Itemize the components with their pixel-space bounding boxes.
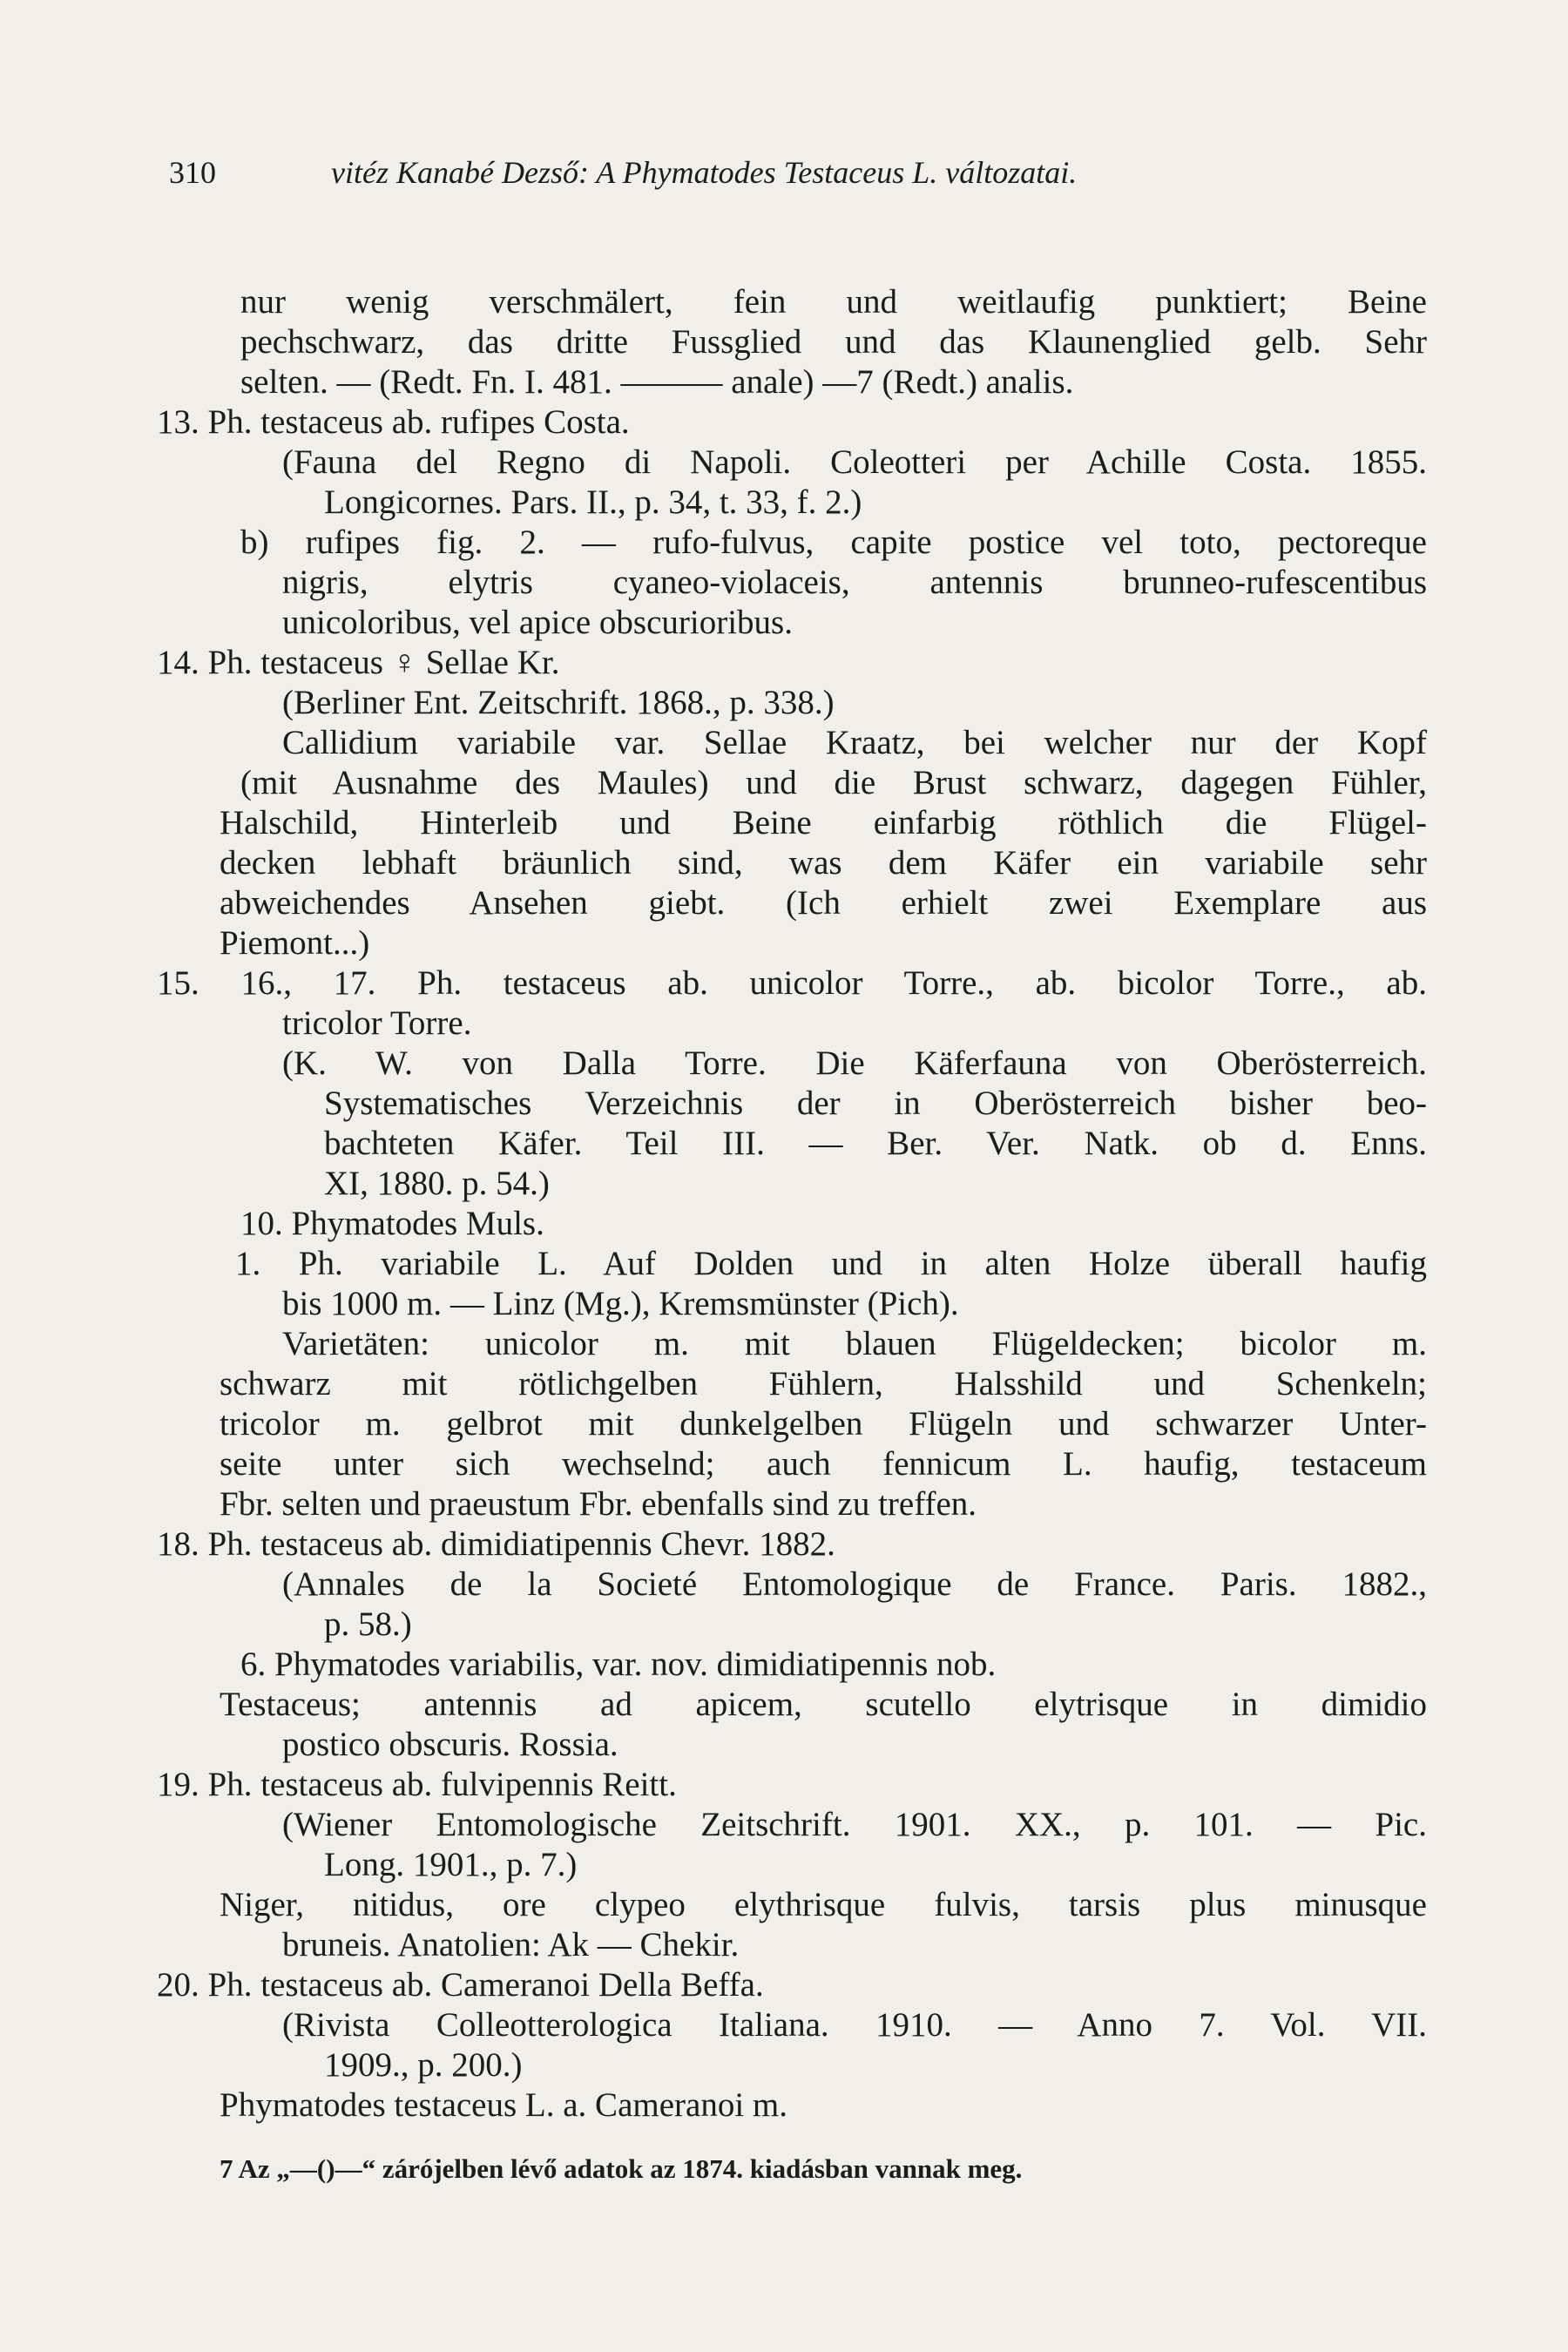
text-line: Halschild, Hinterleib und Beine einfarbig röthlich die Flügel- — [220, 804, 1427, 841]
text-line: XI, 1880. p. 54.) — [324, 1165, 550, 1202]
text-line: Fbr. selten und praeustum Fbr. ebenfalls sind zu treffen. — [220, 1485, 977, 1523]
text-line: (Fauna del Regno di Napoli. Coleotteri per Achille Costa. 1855. — [282, 443, 1427, 481]
text-line: 20. Ph. testaceus ab. Cameranoi Della Beffa. — [157, 1966, 764, 2004]
text-line: (Wiener Entomologische Zeitschrift. 1901. XX., p. 101. — Pic. — [282, 1806, 1427, 1843]
text-line: tricolor Torre. — [282, 1004, 472, 1042]
text-line: Piemont...) — [220, 924, 370, 962]
text-line: unicoloribus, vel apice obscurioribus. — [282, 604, 793, 641]
text-line: nur wenig verschmälert, fein und weitlaufig punktiert; Beine — [240, 283, 1427, 321]
text-line: nigris, elytris cyaneo-violaceis, antennis brunneo-rufescentibus — [282, 564, 1427, 601]
text-line: abweichendes Ansehen giebt. (Ich erhielt zwei Exemplare aus — [220, 884, 1427, 922]
text-line: (Rivista Colleotterologica Italiana. 1910. — Anno 7. Vol. VII. — [282, 2006, 1427, 2044]
text-line: 6. Phymatodes variabilis, var. nov. dimidiatipennis nob. — [240, 1646, 997, 1683]
footnote: 7 Az „—()—“ zárójelben lévő adatok az 1874. kiadásban vannak meg. — [220, 2153, 1023, 2184]
text-line: Testaceus; antennis ad apicem, scutello elytrisque in dimidio — [220, 1686, 1427, 1723]
text-line: pechschwarz, das dritte Fussglied und das Klaunenglied gelb. Sehr — [240, 323, 1427, 361]
text-line: bis 1000 m. — Linz (Mg.), Kremsmünster (Pich). — [282, 1285, 959, 1322]
text-line: 13. Ph. testaceus ab. rufipes Costa. — [157, 403, 630, 441]
text-line: decken lebhaft bräunlich sind, was dem Käfer ein variabile sehr — [220, 844, 1427, 882]
text-line: Longicornes. Pars. II., p. 34, t. 33, f. 2.) — [324, 483, 862, 521]
text-line: 18. Ph. testaceus ab. dimidiatipennis Chevr. 1882. — [157, 1525, 835, 1563]
text-line: Varietäten: unicolor m. mit blauen Flügeldecken; bicolor m. — [282, 1325, 1427, 1362]
text-line: Systematisches Verzeichnis der in Oberösterreich bisher beo- — [324, 1085, 1427, 1122]
text-line: schwarz mit rötlichgelben Fühlern, Halsshild und Schenkeln; — [220, 1365, 1427, 1402]
text-line: Long. 1901., p. 7.) — [324, 1846, 578, 1883]
text-line: 15. 16., 17. Ph. testaceus ab. unicolor Torre., ab. bicolor Torre., ab. — [157, 964, 1427, 1002]
text-line: 10. Phymatodes Muls. — [240, 1205, 544, 1242]
running-title: vitéz Kanabé Dezső: A Phymatodes Testaceus L. változatai. — [331, 155, 1078, 190]
text-line: Phymatodes testaceus L. a. Cameranoi m. — [220, 2086, 787, 2124]
text-line: tricolor m. gelbrot mit dunkelgelben Flügeln und schwarzer Unter- — [220, 1405, 1427, 1443]
text-line: (mit Ausnahme des Maules) und die Brust schwarz, dagegen Fühler, — [240, 764, 1427, 801]
text-line: seite unter sich wechselnd; auch fennicum L. haufig, testaceum — [220, 1445, 1427, 1483]
text-line: (Berliner Ent. Zeitschrift. 1868., p. 338.) — [282, 684, 835, 721]
text-line: p. 58.) — [324, 1605, 412, 1643]
text-line: postico obscuris. Rossia. — [282, 1726, 618, 1763]
text-line: (Annales de la Societé Entomologique de France. Paris. 1882., — [282, 1565, 1427, 1603]
text-line: (K. W. von Dalla Torre. Die Käferfauna von Oberösterreich. — [282, 1044, 1427, 1082]
text-line: b) rufipes fig. 2. — rufo-fulvus, capite postice vel toto, pectoreque — [240, 524, 1427, 561]
text-line: 1909., p. 200.) — [324, 2046, 523, 2084]
text-line: selten. — (Redt. Fn. I. 481. ——— anale) —7 (Redt.) analis. — [240, 363, 1074, 401]
text-line: bruneis. Anatolien: Ak — Chekir. — [282, 1926, 740, 1963]
text-line: Niger, nitidus, ore clypeo elythrisque fulvis, tarsis plus minusque — [220, 1886, 1427, 1923]
page-number: 310 — [169, 155, 216, 190]
text-line: 14. Ph. testaceus ♀ Sellae Kr. — [157, 644, 560, 681]
text-line: 19. Ph. testaceus ab. fulvipennis Reitt. — [157, 1766, 677, 1803]
text-line: Callidium variabile var. Sellae Kraatz, bei welcher nur der Kopf — [282, 724, 1427, 761]
text-line: bachteten Käfer. Teil III. — Ber. Ver. Natk. ob d. Enns. — [324, 1125, 1427, 1162]
text-line: 1. Ph. variabile L. Auf Dolden und in alten Holze überall haufig — [235, 1245, 1427, 1282]
